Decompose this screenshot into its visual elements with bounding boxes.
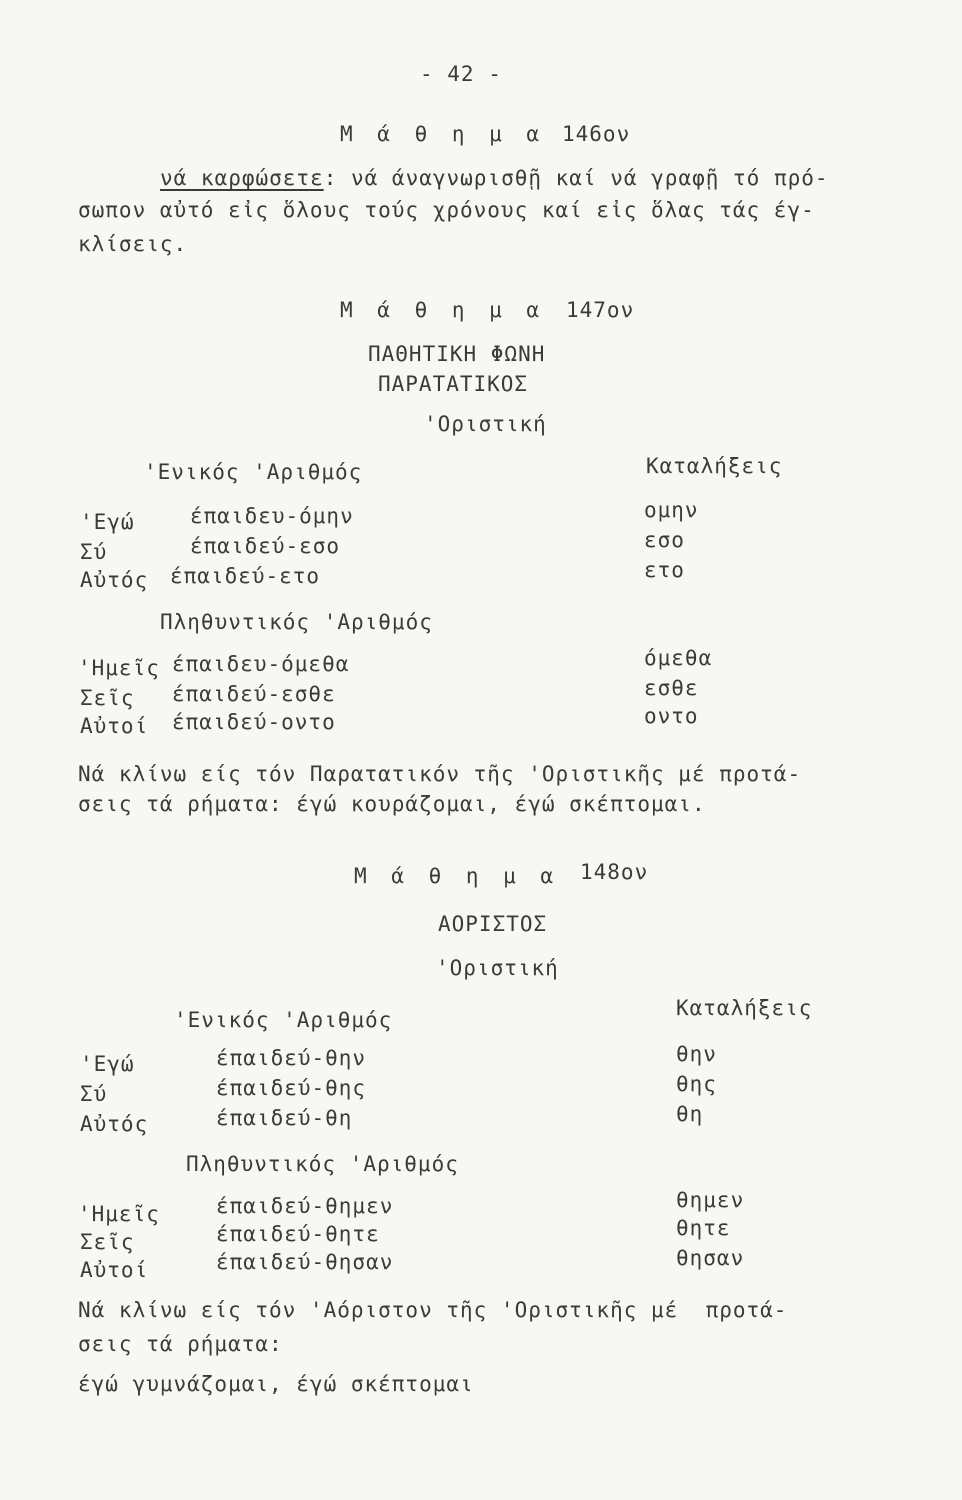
- instruction-underlined: νά καρφώσετε: [160, 166, 324, 190]
- ending: θης: [676, 1072, 717, 1096]
- singular-label: 'Ενικός 'Αριθμός: [174, 1008, 393, 1032]
- pronoun: 'Εγώ: [80, 510, 135, 534]
- endings-label: Καταλήξεις: [676, 996, 813, 1020]
- lesson-146-line-2: σωπον αὐτό εἰς ὅλους τούς χρόνους καί εἰς ὅλας τάς έγ-: [78, 198, 815, 222]
- verb-form: έπαιδεύ-θημεν: [216, 1194, 394, 1218]
- verb-form: έπαιδεύ-θην: [216, 1046, 367, 1070]
- instruction-rest: : νά άναγνωρισθῇ καί νά γραφῇ τό πρό-: [323, 166, 829, 190]
- lesson-146-line-3: κλίσεις.: [78, 232, 188, 256]
- lesson-147-exercise-line-2: σεις τά ρήματα: έγώ κουράζομαι, έγώ σκέπτομαι.: [78, 792, 706, 816]
- plural-label: Πληθυντικός 'Αριθμός: [160, 610, 433, 634]
- lesson-146-line-1: [160, 168, 829, 189]
- tense-heading: ΠΑΡΑΤΑΤΙΚΟΣ: [378, 372, 529, 396]
- verb-form: έπαιδεύ-εσθε: [172, 682, 336, 706]
- verb-form: έπαιδεύ-εσο: [190, 534, 341, 558]
- ending: θημεν: [676, 1188, 745, 1212]
- verb-form: έπαιδευ-όμην: [190, 504, 354, 528]
- lesson-147-heading-word: Μ ά θ η μ α: [340, 298, 546, 322]
- verb-form: έπαιδεύ-θη: [216, 1106, 353, 1130]
- ending: όμεθα: [644, 646, 713, 670]
- lesson-147-heading-number: 147ον: [566, 298, 635, 322]
- lesson-148-exercise-line-1: Νά κλίνω είς τόν 'Αόριστον τῆς 'Οριστικῆς μέ προτά-: [78, 1298, 788, 1322]
- pronoun: 'Ημεῖς: [78, 1202, 160, 1226]
- lesson-146-heading-number: 146ον: [562, 122, 631, 146]
- ending: θητε: [676, 1216, 731, 1240]
- ending: ομην: [644, 498, 699, 522]
- plural-label: Πληθυντικός 'Αριθμός: [186, 1152, 459, 1176]
- endings-label: Καταλήξεις: [646, 454, 783, 478]
- ending: θη: [676, 1102, 704, 1126]
- lesson-146-heading-word: Μ ά θ η μ α: [340, 122, 546, 146]
- lesson-148-heading-number: 148ον: [580, 860, 649, 884]
- pronoun: 'Ημεῖς: [78, 656, 160, 680]
- verb-form: έπαιδεύ-οντο: [172, 710, 336, 734]
- ending: ετο: [644, 558, 685, 582]
- pronoun: Αὐτοί: [80, 1258, 149, 1282]
- verb-form: έπαιδευ-όμεθα: [172, 652, 350, 676]
- lesson-148-exercise-line-3: έγώ γυμνάζομαι, έγώ σκέπτομαι: [78, 1372, 474, 1396]
- pronoun: Σεῖς: [80, 1230, 135, 1254]
- lesson-147-exercise-line-1: Νά κλίνω είς τόν Παρατατικόν τῆς 'Οριστικῆς μέ προτά-: [78, 762, 802, 786]
- pronoun: 'Εγώ: [80, 1052, 135, 1076]
- ending: θησαν: [676, 1246, 745, 1270]
- lesson-148-heading-word: Μ ά θ η μ α: [354, 864, 560, 888]
- mood-heading: 'Οριστική: [424, 412, 547, 436]
- voice-heading: ΠΑΘΗΤΙΚΗ ΦΩΝΗ: [368, 342, 546, 366]
- page-number: - 42 -: [420, 62, 502, 86]
- mood-heading: 'Οριστική: [436, 956, 559, 980]
- pronoun: Σύ: [80, 1082, 108, 1106]
- ending: εσθε: [644, 676, 699, 700]
- verb-form: έπαιδεύ-θης: [216, 1076, 367, 1100]
- ending: οντο: [644, 704, 699, 728]
- pronoun: Αὐτός: [80, 568, 149, 592]
- pronoun: Αὐτός: [80, 1112, 149, 1136]
- ending: εσο: [644, 528, 685, 552]
- singular-label: 'Ενικός 'Αριθμός: [144, 460, 363, 484]
- verb-form: έπαιδεύ-θητε: [216, 1222, 380, 1246]
- tense-heading: ΑΟΡΙΣΤΟΣ: [438, 912, 548, 936]
- pronoun: Σεῖς: [80, 686, 135, 710]
- verb-form: έπαιδεύ-ετο: [170, 564, 321, 588]
- pronoun: Σύ: [80, 540, 108, 564]
- pronoun: Αὐτοί: [80, 714, 149, 738]
- ending: θην: [676, 1042, 717, 1066]
- verb-form: έπαιδεύ-θησαν: [216, 1250, 394, 1274]
- lesson-148-exercise-line-2: σεις τά ρήματα:: [78, 1332, 283, 1356]
